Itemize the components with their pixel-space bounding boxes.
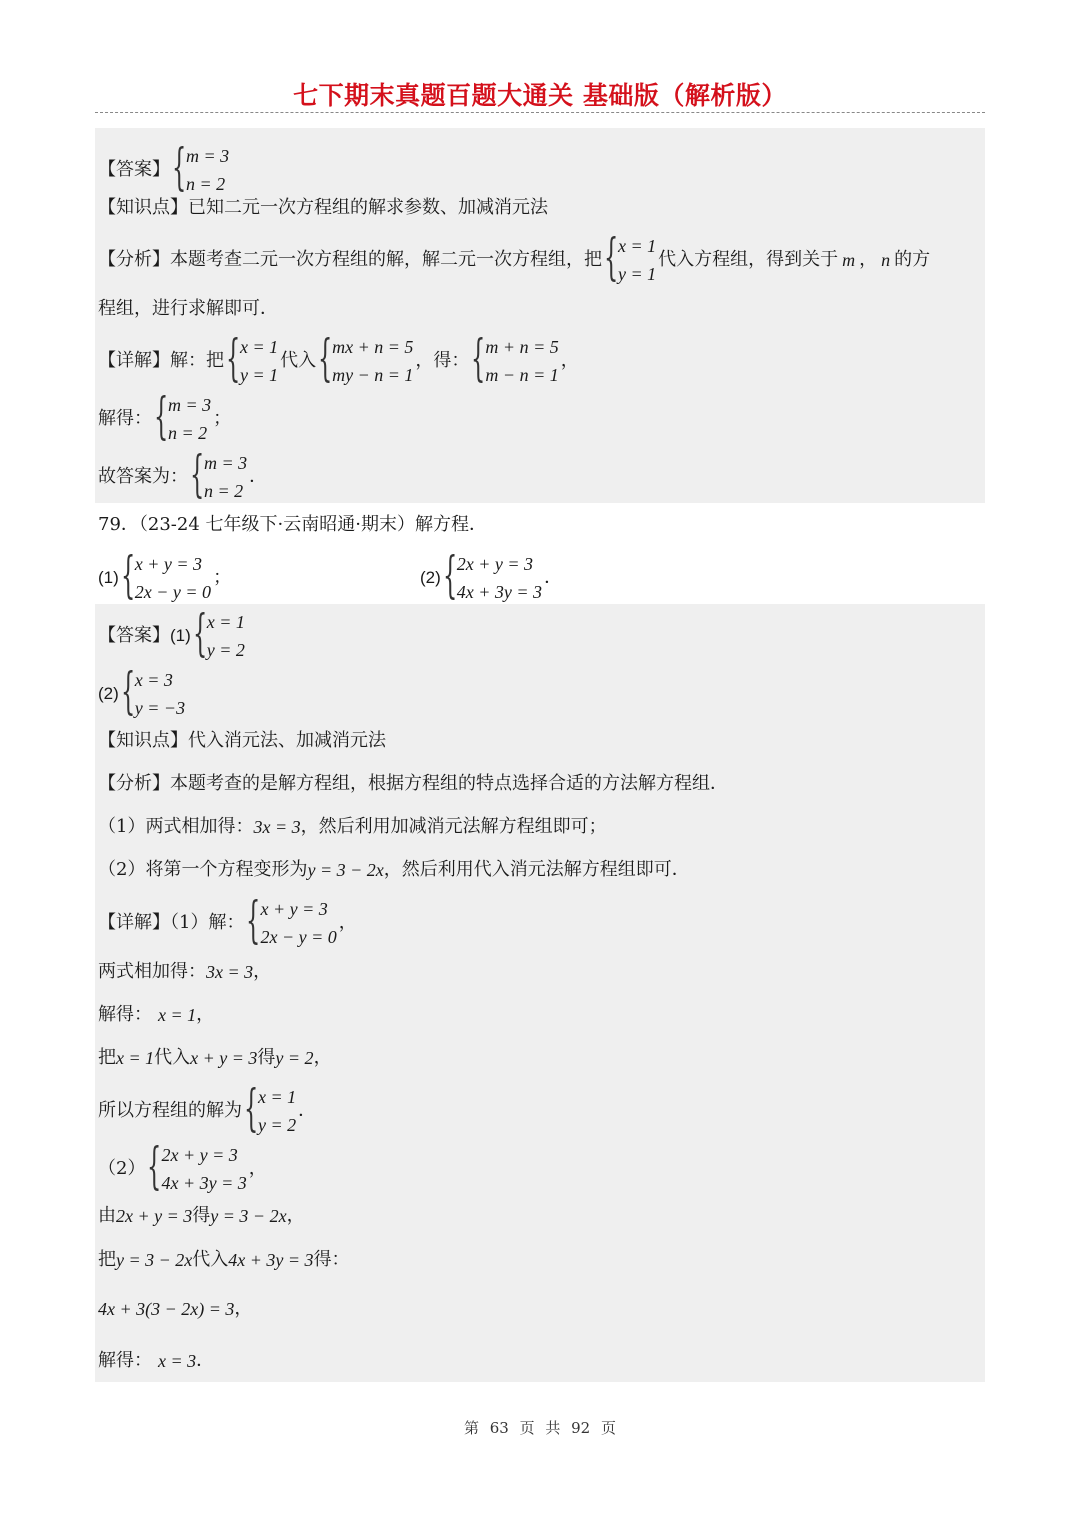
answer-label: 【答案】	[98, 159, 170, 180]
equation: y = 3 − 2x	[307, 860, 384, 880]
equation: x = 1	[116, 1048, 155, 1068]
equation: y = 2	[275, 1048, 314, 1068]
problem-79-title: 79．（23-24 七年级下·云南昭通·期末）解方程．	[98, 514, 487, 535]
final-answer-row-78	[98, 445, 268, 505]
page-number: 第 63 页 共 92 页	[463, 1419, 616, 1437]
equation: 4x + 3y = 3	[456, 582, 543, 602]
equation: 3x = 3	[206, 962, 254, 982]
analysis-text: ，然后利用加减消元法解方程组即可；	[300, 816, 607, 837]
step-text: 把	[98, 1047, 116, 1068]
step-text: 解得：	[98, 1004, 152, 1025]
analysis-text: 【分析】本题考查二元一次方程组的解，解二元一次方程组，把	[98, 249, 602, 270]
punctuation: ，	[286, 1205, 305, 1226]
equation: 4x + 3y = 3	[161, 1173, 247, 1193]
equation-system: { 2x + y = 3 4x + 3y = 3	[147, 1137, 247, 1195]
add-row-79	[98, 960, 271, 984]
header-divider	[95, 112, 985, 113]
equation: 4x + 3y = 3	[228, 1250, 314, 1270]
punctuation: ．	[196, 1350, 215, 1371]
equation: x = 1	[206, 612, 245, 632]
equation: m − n = 1	[485, 365, 559, 385]
equation-system: { x + y = 3 2x − y = 0	[246, 891, 337, 949]
step-text: 解得：	[98, 1350, 152, 1371]
equation-system: { mx + n = 5 my − n = 1	[318, 329, 414, 387]
punctuation: ，	[313, 1047, 332, 1068]
equation: m = 3	[204, 453, 248, 473]
punctuation: ，	[196, 1004, 215, 1025]
equation-system: { x = 3 y = −3	[120, 662, 186, 720]
equation-system: { m + n = 5 m − n = 1	[471, 329, 559, 387]
detail-text: ，得：	[415, 350, 470, 371]
solve-row-78	[98, 387, 232, 447]
step-text: 把	[98, 1249, 116, 1270]
expand-row-79	[98, 1297, 252, 1321]
equation: x + y = 3	[134, 554, 203, 574]
knowledge-row-79: 【知识点】代入消元法、加减消元法	[98, 730, 386, 751]
equation: 2x − y = 0	[260, 927, 337, 947]
equation: m + n = 5	[485, 337, 559, 357]
equation: y = 2	[258, 1115, 297, 1135]
equation: mx + n = 5	[332, 337, 414, 357]
analysis-text: 的方	[894, 249, 931, 270]
step-text: 代入	[192, 1249, 229, 1270]
equation: n = 2	[168, 423, 208, 443]
analysis-text: ，	[859, 249, 878, 270]
step-text: 由	[98, 1205, 116, 1226]
equation-system: { x = 1 y = 1	[226, 329, 279, 387]
equation: n = 2	[186, 174, 226, 194]
equation: m = 3	[168, 395, 212, 415]
answer-row-79	[98, 604, 247, 664]
punctuation: ，	[248, 1158, 267, 1179]
punctuation: ；	[213, 567, 232, 588]
analysis-text: 代入方程组，得到关于	[658, 249, 839, 270]
punctuation: ，	[338, 912, 357, 933]
detail-row-78	[98, 329, 579, 389]
plug-row-79	[98, 1248, 350, 1272]
punctuation: ，	[234, 1298, 253, 1319]
equation: 3x = 3	[253, 817, 301, 837]
equation: y = 3 − 2x	[210, 1206, 287, 1226]
final-label: 故答案为：	[98, 466, 188, 487]
detail-text: 代入	[280, 350, 317, 371]
answer-label: 【答案】	[98, 625, 170, 646]
answer-part2-79	[98, 662, 187, 722]
equation-system: { x = 1 y = 2	[244, 1079, 297, 1137]
equation: x + y = 3	[260, 899, 328, 919]
detail-text: 【详解】（1）解：	[98, 912, 245, 933]
variable-n: n	[881, 250, 891, 270]
document-title: 七下期末真题百题大通关 基础版（解析版）	[293, 81, 787, 110]
punctuation: ，	[253, 961, 272, 982]
equation-system: { m = 3 n = 2	[172, 138, 230, 196]
equation-system: { 2x + y = 3 4x + 3y = 3	[442, 546, 543, 604]
equation: x = 1	[240, 337, 279, 357]
punctuation: ；	[213, 408, 232, 429]
substitute-row-79	[98, 1046, 332, 1070]
equation: m = 3	[186, 146, 230, 166]
variable-m: m	[842, 250, 856, 270]
equation: y = 2	[206, 640, 245, 660]
part-label: (1)	[170, 626, 191, 645]
equation: my − n = 1	[332, 365, 414, 385]
analysis-step1-79	[98, 815, 607, 839]
solve-label: 解得：	[98, 408, 152, 429]
equation-system: { x = 1 y = 1	[604, 228, 657, 286]
analysis-row-78	[98, 228, 931, 288]
part-label: (2)	[420, 568, 441, 587]
analysis-text: （1）两式相加得：	[98, 816, 254, 837]
knowledge-row-78: 【知识点】已知二元一次方程组的解求参数、加减消元法	[98, 197, 548, 218]
problem-79-part2	[420, 546, 563, 606]
punctuation: ．	[544, 567, 563, 588]
step-text: 代入	[154, 1047, 191, 1068]
punctuation: ．	[249, 466, 268, 487]
equation: 2x + y = 3	[161, 1145, 238, 1165]
solve-x-row-79	[98, 1003, 214, 1027]
step-text: 得：	[313, 1249, 350, 1270]
step-text: 得	[192, 1205, 211, 1226]
equation: 2x + y = 3	[116, 1206, 193, 1226]
step-text: 两式相加得：	[98, 961, 206, 982]
problem-79-part1	[98, 546, 232, 606]
equation: y = 3 − 2x	[116, 1250, 193, 1270]
detail-row-79	[98, 891, 357, 951]
equation: x = 3	[158, 1351, 197, 1371]
equation: y = 1	[618, 264, 657, 284]
equation: 2x + y = 3	[456, 554, 534, 574]
equation-system: { m = 3 n = 2	[190, 445, 248, 503]
equation: 2x − y = 0	[134, 582, 212, 602]
final-solve-row-79	[98, 1349, 214, 1373]
detail-text: 【详解】解：把	[98, 350, 224, 371]
analysis-row-79: 【分析】本题考查的是解方程组，根据方程组的特点选择合适的方法解方程组．	[98, 773, 728, 794]
analysis-text: ，然后利用代入消元法解方程组即可．	[383, 859, 690, 880]
equation-system: { x + y = 3 2x − y = 0	[120, 546, 212, 604]
equation: y = 1	[240, 365, 279, 385]
equation: x = 1	[158, 1005, 197, 1025]
analysis-step2-79	[98, 858, 690, 882]
solution-row-79	[98, 1079, 317, 1139]
equation: x = 1	[258, 1087, 297, 1107]
equation: x + y = 3	[190, 1048, 258, 1068]
part2-row-79	[98, 1137, 267, 1197]
analysis-text: （2）将第一个方程变形为	[98, 859, 308, 880]
part-label: (1)	[98, 568, 119, 587]
answer-row-78	[98, 138, 231, 198]
equation-system: { x = 1 y = 2	[192, 604, 245, 662]
part-label: （2）	[98, 1158, 146, 1179]
equation-system: { m = 3 n = 2	[154, 387, 212, 445]
step-text: 所以方程组的解为	[98, 1100, 242, 1121]
detail-text: ，	[560, 350, 579, 371]
part-label: (2)	[98, 684, 119, 703]
punctuation: ．	[298, 1100, 317, 1121]
step-text: 得	[257, 1047, 276, 1068]
equation: y = −3	[134, 698, 186, 718]
equation: n = 2	[204, 481, 244, 501]
analysis-continued-78: 程组，进行求解即可．	[98, 298, 278, 319]
from-row-79	[98, 1204, 305, 1228]
equation: x = 1	[618, 236, 657, 256]
equation: 4x + 3(3 − 2x) = 3	[98, 1299, 235, 1319]
equation: x = 3	[134, 670, 173, 690]
